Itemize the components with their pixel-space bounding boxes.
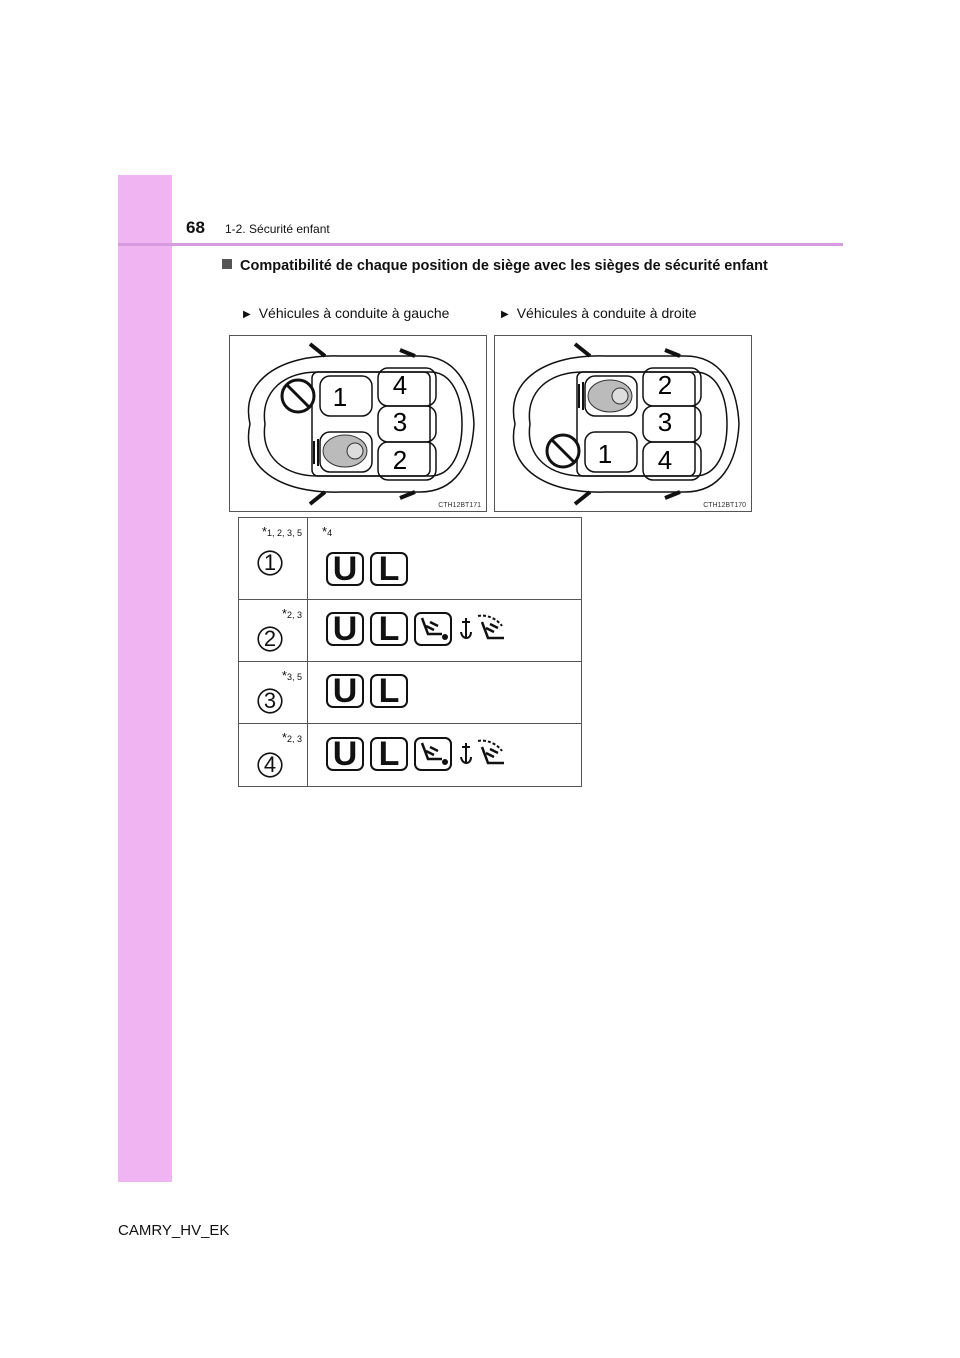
- page-number: 68: [186, 218, 205, 237]
- position-cell: [239, 724, 308, 787]
- diagram-caption: CTH12BT170: [703, 502, 746, 509]
- front-seat-number: 1: [597, 439, 613, 469]
- lateral-tile: L: [370, 552, 408, 586]
- compatibility-table: [238, 517, 582, 787]
- isofix-anchor-icon: [458, 737, 510, 771]
- table-row: [239, 662, 582, 724]
- triangle-bullet-icon: ▶: [243, 309, 251, 320]
- universal-tile: U: [326, 737, 364, 771]
- icon-row: [326, 612, 510, 646]
- diagram-lhd: [229, 335, 487, 512]
- lateral-tile: L: [370, 612, 408, 646]
- compat-icons-cell: [308, 662, 582, 724]
- position-cell: [239, 662, 308, 724]
- subheading-lhd-label: Véhicules à conduite à gauche: [258, 305, 450, 321]
- universal-tile: U: [326, 674, 364, 708]
- table-row: [239, 600, 582, 662]
- table-row: [239, 724, 582, 787]
- table-row: [239, 518, 582, 600]
- rear-seat-left: 4: [392, 370, 408, 400]
- header-rule: [118, 243, 843, 246]
- icon-row: [326, 552, 408, 586]
- universal-tile: U: [326, 612, 364, 646]
- i-size-seat-icon: [414, 737, 452, 771]
- position-cell: [239, 518, 308, 600]
- rear-seat-right: 4: [657, 445, 673, 475]
- rear-seat-right: 2: [392, 445, 408, 475]
- car-top-view-rhd-illustration: [495, 336, 751, 511]
- seat-position-badge: 1: [259, 552, 281, 574]
- seat-position-badge: 3: [259, 690, 281, 712]
- triangle-bullet-icon: ▶: [501, 309, 509, 320]
- footnote-ref: *2, 3: [281, 606, 302, 621]
- footnote-ref: *3, 5: [281, 668, 302, 683]
- footnote-ref-extra: *4: [322, 524, 333, 539]
- lateral-tile: L: [370, 674, 408, 708]
- subheading-lhd: [243, 305, 449, 321]
- car-top-view-lhd-illustration: [230, 336, 486, 511]
- diagram-caption: CTH12BT171: [438, 502, 481, 509]
- seat-position-badge: 4: [259, 754, 281, 776]
- i-size-seat-icon: [414, 612, 452, 646]
- footnote-ref: *2, 3: [281, 730, 302, 745]
- subheading-rhd: [501, 305, 697, 321]
- diagram-rhd: [494, 335, 752, 512]
- lateral-tile: L: [370, 737, 408, 771]
- model-code: CAMRY_HV_EK: [118, 1222, 230, 1239]
- universal-tile: U: [326, 552, 364, 586]
- icon-row: [326, 674, 408, 708]
- rear-seat-left: 2: [657, 370, 673, 400]
- compat-icons-cell: [308, 518, 582, 600]
- compat-icons-cell: [308, 600, 582, 662]
- compat-icons-cell: [308, 724, 582, 787]
- icon-row: [326, 737, 510, 771]
- isofix-anchor-icon: [458, 612, 510, 646]
- section-title: Compatibilité de chaque position de siège avec les sièges de sécurité enfant: [240, 258, 768, 274]
- subheading-rhd-label: Véhicules à conduite à droite: [516, 305, 697, 321]
- position-cell: [239, 600, 308, 662]
- section-heading: [222, 255, 782, 277]
- rear-seat-center: 3: [657, 407, 673, 437]
- seat-position-badge: 2: [259, 628, 281, 650]
- breadcrumb: 1-2. Sécurité enfant: [225, 222, 330, 236]
- footnote-ref: *1, 2, 3, 5: [261, 524, 302, 539]
- front-seat-number: 1: [332, 382, 348, 412]
- chapter-sidebar: [118, 175, 172, 1182]
- rear-seat-center: 3: [392, 407, 408, 437]
- square-bullet-icon: [222, 259, 232, 269]
